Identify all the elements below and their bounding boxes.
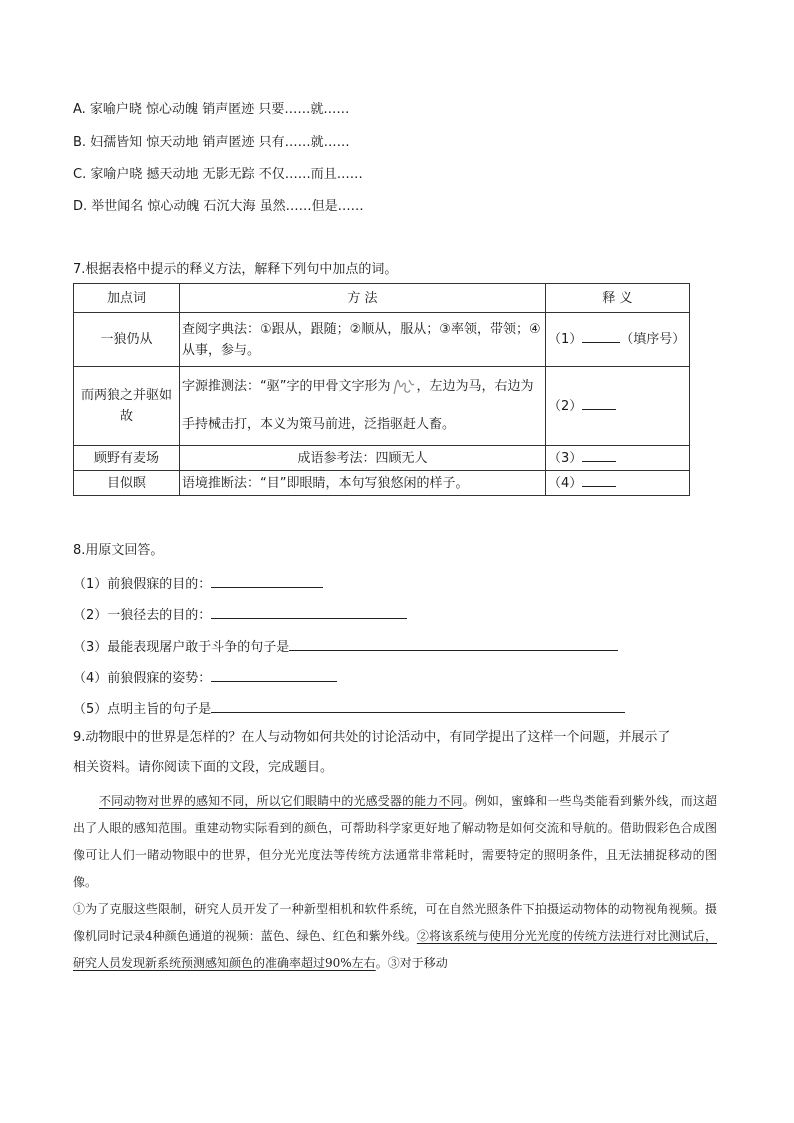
q7-answer-4-prefix: （4） xyxy=(548,475,583,491)
q7-answer-1-prefix: （1） xyxy=(548,332,583,347)
q8-item-1-label: （1）前狼假寐的目的： xyxy=(73,577,212,592)
option-c: C. 家喻户晓 撼天动地 无影无踪 不仅……而且…… xyxy=(73,167,363,182)
q7-prompt: 7.根据表格中提示的释义方法，解释下列句中加点的词。 xyxy=(73,262,398,277)
q7-answer-2-blank[interactable] xyxy=(582,396,616,410)
q7-answer-1-suffix: （填序号） xyxy=(620,332,686,347)
q8-item-1-blank[interactable] xyxy=(211,574,323,588)
q9-passage-paragraph-1 xyxy=(73,788,717,896)
q7-answer-3 xyxy=(546,446,690,471)
q8-item-5 xyxy=(73,699,625,718)
q8-item-2 xyxy=(73,605,407,624)
q7-row-2 xyxy=(74,367,690,446)
q7-row-3 xyxy=(74,446,690,471)
q8-item-4-blank[interactable] xyxy=(211,668,337,682)
q7-row-4 xyxy=(74,471,690,496)
q7-answer-2-prefix: （2） xyxy=(548,398,583,414)
option-b: B. 妇孺皆知 惊天动地 销声匿迹 只有……就…… xyxy=(73,135,350,150)
q7-header-meaning: 释 义 xyxy=(546,284,690,313)
q7-method-2a: 字源推测法：“驱”字的甲骨文字形为 xyxy=(182,379,391,394)
q7-method-1: 查阅字典法：①跟从，跟随；②顺从，服从；③率领，带领；④从事，参与。 xyxy=(180,313,546,367)
q9-prompt-line-2: 相关资料。请你阅读下面的文段，完成题目。 xyxy=(73,760,334,775)
q7-word-4: 目似瞑 xyxy=(74,471,180,496)
q8-item-4-label: （4）前狼假寐的姿势： xyxy=(73,671,212,686)
q9-p1-rest: 。例如，蜜蜂和一些鸟类能看到紫外线，而这超出了人眼的感知范围。重建动物实际看到的颜色，可帮助科学家更好地了解动物是如何交流和导航的。借助假彩色合成图像可让人们一睹动物眼中的世界，但分光光度法等传统方法通常非常耗时，需要特定的照明条件，且无法捕捉移动的图像。 xyxy=(73,794,717,889)
q9-p2-b: 。③对于移动 xyxy=(375,956,448,970)
q7-header-method: 方 法 xyxy=(180,284,546,313)
q8-item-1 xyxy=(73,574,323,593)
q7-answer-4-blank[interactable] xyxy=(582,473,616,487)
q8-item-3-label: （3）最能表现屠户敢于斗争的句子是 xyxy=(73,640,290,655)
q7-header-row xyxy=(74,284,690,313)
q7-method-2b: ，左边为马，右边为手持械击打，本义为策马前进，泛指驱赶人畜。 xyxy=(182,379,534,432)
q9-p2-underlined: ②将该系统与使用分光光度的传统方法进行对比测试后，研究人员发现新系统预测感知颜色的准确率超过90%左右 xyxy=(73,929,717,970)
q7-answer-3-blank[interactable] xyxy=(582,448,616,462)
q8-item-4 xyxy=(73,668,337,687)
q7-answer-4 xyxy=(546,471,690,496)
q8-prompt: 8.用原文回答。 xyxy=(73,543,164,558)
q7-answer-1-blank[interactable] xyxy=(582,329,620,343)
q7-answer-1 xyxy=(546,313,690,367)
q7-row-1 xyxy=(74,313,690,367)
q8-item-5-blank[interactable] xyxy=(211,699,625,713)
q8-item-5-label: （5）点明主旨的句子是 xyxy=(73,702,212,717)
q9-passage-paragraph-2 xyxy=(73,896,717,977)
q9-prompt-line-1: 9.动物眼中的世界是怎样的？在人与动物如何共处的讨论活动中，有同学提出了这样一个问题，并展示了 xyxy=(73,730,671,745)
q8-item-3-blank[interactable] xyxy=(289,637,618,651)
q7-method-4: 语境推断法：“目”即眼睛，本句写狼悠闲的样子。 xyxy=(180,471,546,496)
q8-item-2-label: （2）一狼径去的目的： xyxy=(73,608,212,623)
q7-word-2: 而两狼之并驱如故 xyxy=(74,367,180,446)
q7-method-2 xyxy=(180,367,546,446)
option-a: A. 家喻户晓 惊心动魄 销声匿迹 只要……就…… xyxy=(73,102,350,117)
q7-answer-2 xyxy=(546,367,690,446)
q7-answer-3-prefix: （3） xyxy=(548,450,583,466)
oracle-bone-qu-glyph-icon xyxy=(390,376,416,398)
q9-p1-underlined: 不同动物对世界的感知不同，所以它们眼睛中的光感受器的能力不同 xyxy=(99,794,463,808)
q7-table xyxy=(73,283,690,496)
q7-word-3: 顾野有麦场 xyxy=(74,446,180,471)
q7-method-3: 成语参考法：四顾无人 xyxy=(180,446,546,471)
q7-word-1: 一狼仍从 xyxy=(74,313,180,367)
q7-header-word: 加点词 xyxy=(74,284,180,313)
option-d: D. 举世闻名 惊心动魄 石沉大海 虽然……但是…… xyxy=(73,199,364,214)
q9-p2-a: ①为了克服这些限制，研究人员开发了一种新型相机和软件系统，可在自然光照条件下拍摄运动物体的动物视角视频。摄像机同时记录4种颜色通道的视频：蓝色、绿色、红色和紫外线。 xyxy=(73,902,717,943)
q8-item-2-blank[interactable] xyxy=(211,605,407,619)
q8-item-3 xyxy=(73,637,618,656)
